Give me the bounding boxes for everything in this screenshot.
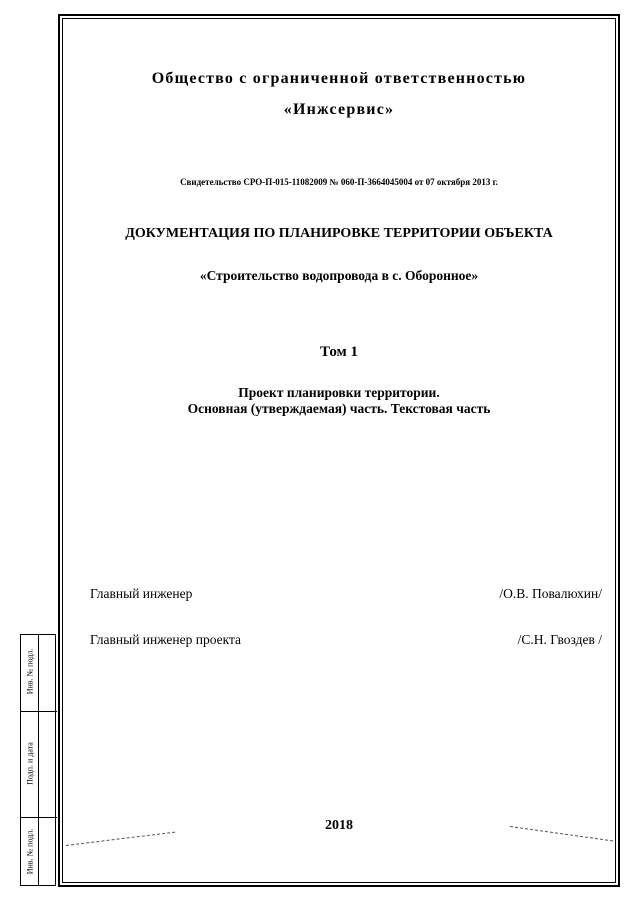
signature-name-chief-engineer: /О.В. Повалюхин/ <box>499 586 602 601</box>
signature-role-chief-project-engineer: Главный инженер проекта <box>90 632 242 647</box>
side-stamp <box>20 634 56 886</box>
signature-name-chief-project-engineer: /С.Н. Гвоздев / <box>517 632 602 647</box>
page-frame-inner <box>62 18 616 883</box>
signature-role-chief-engineer: Главный инженер <box>90 586 193 601</box>
stamp-label-inv-orig: Инв. № подл. <box>25 648 35 695</box>
certificate-line: Свидетельство СРО-П-015-11082009 № 060-П-3664045004 от 07 октября 2013 г. <box>180 177 498 187</box>
stamp-label-sign-date: Подп. и дата <box>25 742 35 785</box>
volume-number: Том 1 <box>319 344 358 360</box>
organization-name: Общество с ограниченной ответственностью <box>151 70 527 87</box>
organization-short-name: «Инжсервис» <box>283 101 395 118</box>
stamp-label-inv-dup: Инв. № подл. <box>25 828 35 875</box>
subtitle-line-1: Проект планировки территории. <box>238 385 440 400</box>
document-title: ДОКУМЕНТАЦИЯ ПО ПЛАНИРОВКЕ ТЕРРИТОРИИ ОБЪЕКТА <box>125 226 553 241</box>
project-name: «Строительство водопровода в с. Оборонное» <box>199 268 479 283</box>
subtitle-line-2: Основная (утверждаемая) часть. Текстовая часть <box>187 401 491 416</box>
document-year: 2018 <box>325 818 353 833</box>
